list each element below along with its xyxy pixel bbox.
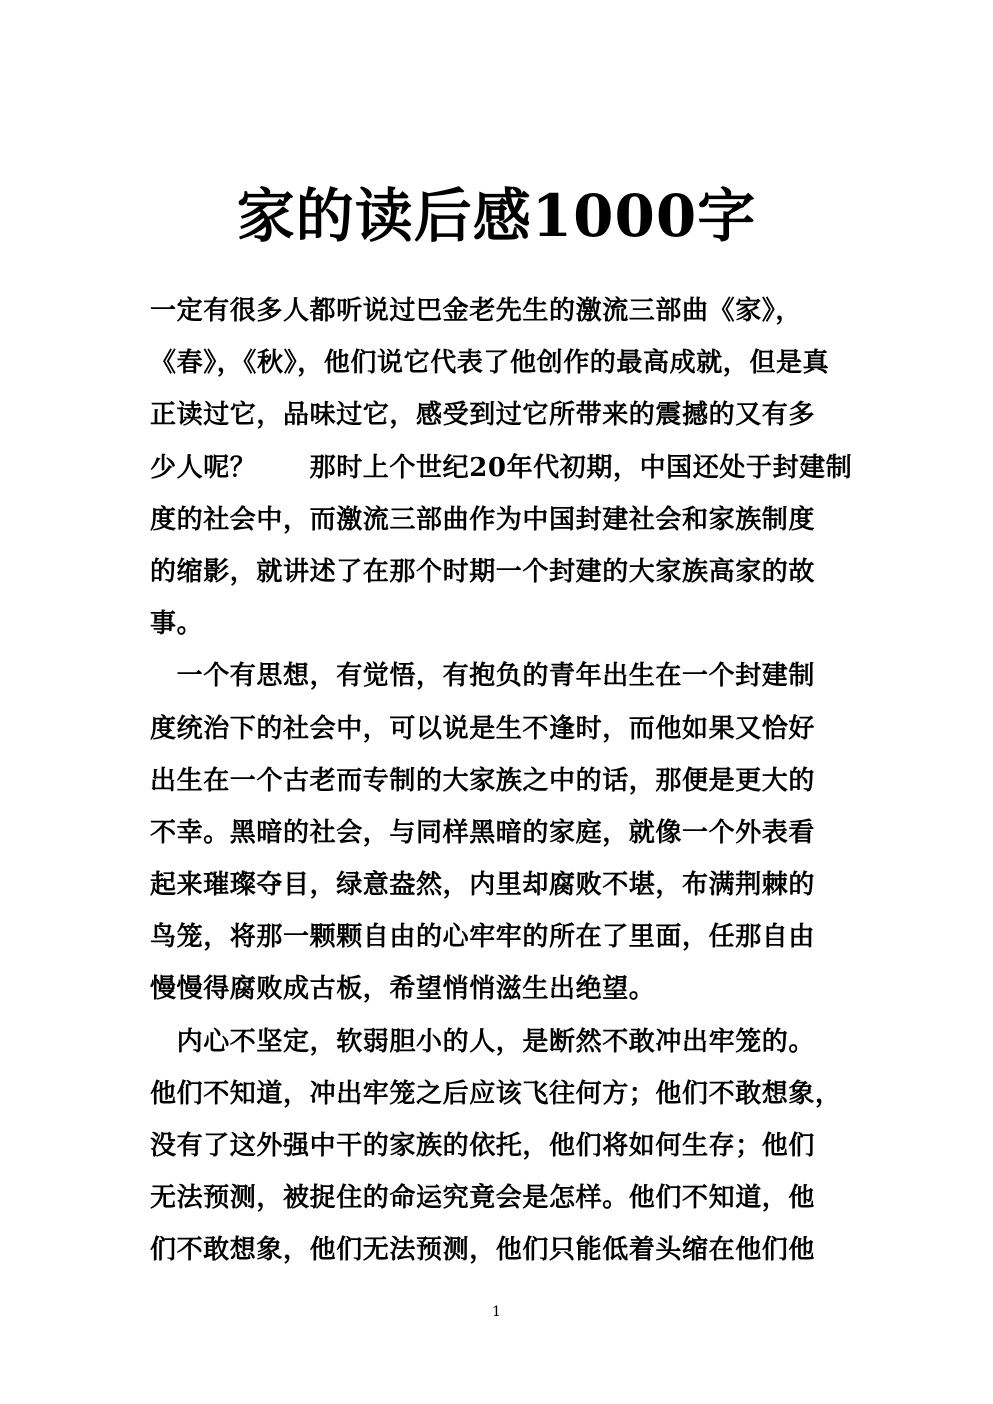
text-line: 鸟笼，将那一颗颗自由的心牢牢的所在了里面，任那自由 — [150, 922, 816, 953]
text-line: 慢慢得腐败成古板，希望悄悄滋生出绝望。 — [150, 974, 656, 1005]
text-line: 度的社会中，而激流三部曲作为中国封建社会和家族制度 — [150, 504, 816, 535]
text-line: 《春》，《秋》，他们说它代表了他创作的最高成就，但是真 — [150, 348, 830, 379]
text-line: 不幸。黑暗的社会，与同样黑暗的家庭，就像一个外表看 — [150, 817, 816, 848]
document-title: 家的读后感1000字 — [236, 182, 757, 250]
text-line: 起来璀璨夺目，绿意盎然，内里却腐败不堪，布满荆棘的 — [150, 870, 816, 901]
text-line: 他们不知道，冲出牢笼之后应该飞往何方；他们不敢想象， — [150, 1078, 842, 1109]
text-line: 的缩影，就讲述了在那个时期一个封建的大家族高家的故 — [150, 556, 816, 587]
text-line: 一个有思想，有觉悟，有抱负的青年出生在一个封建制 — [150, 661, 816, 692]
text-line: 们不敢想象，他们无法预测，他们只能低着头缩在他们他 — [150, 1235, 816, 1266]
text-line: 内心不坚定，软弱胆小的人，是断然不敢冲出牢笼的。 — [150, 1026, 816, 1057]
document-body — [150, 285, 853, 1277]
text-line: 度统治下的社会中，可以说是生不逢时，而他如果又恰好 — [150, 713, 816, 744]
text-line: 出生在一个古老而专制的大家族之中的话，那便是更大的 — [150, 765, 816, 796]
text-line: 少人呢？ 那时上个世纪20年代初期，中国还处于封建制 — [150, 452, 853, 483]
text-line: 一定有很多人都听说过巴金老先生的激流三部曲《家》， — [150, 296, 803, 326]
text-line: 正读过它，品味过它，感受到过它所带来的震撼的又有多 — [150, 400, 816, 431]
page-number: 1 — [492, 1304, 501, 1320]
text-line: 事。 — [150, 609, 204, 640]
text-line: 无法预测，被捉住的命运究竟会是怎样。他们不知道，他 — [150, 1183, 816, 1214]
text-line: 没有了这外强中干的家族的依托，他们将如何生存；他们 — [150, 1131, 816, 1161]
